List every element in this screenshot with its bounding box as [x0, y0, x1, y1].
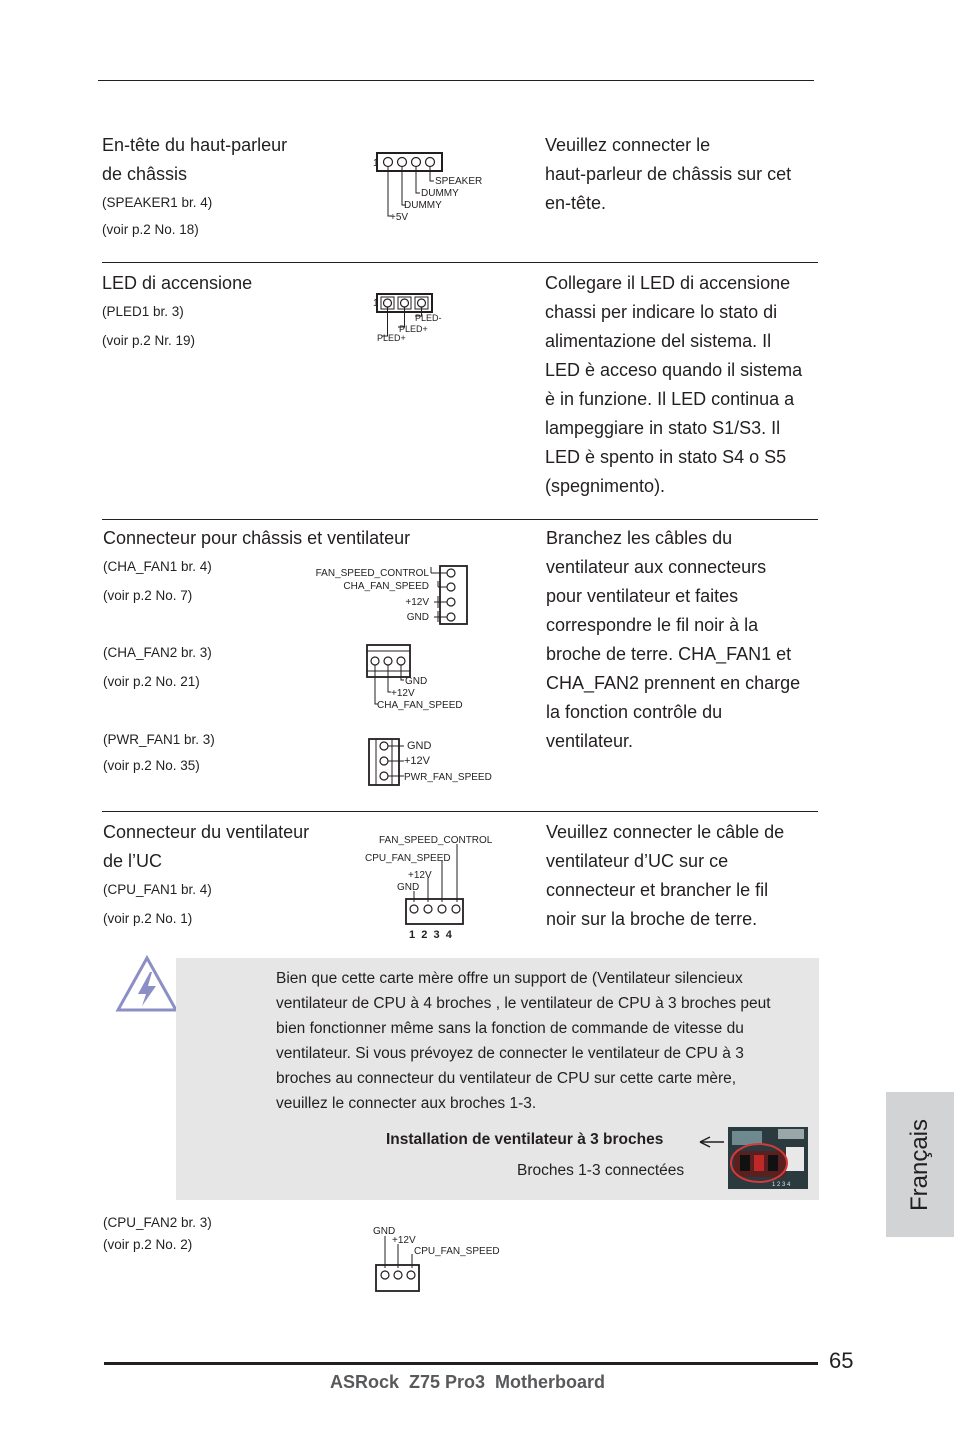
pin-label-gnd: GND [406, 612, 429, 623]
pwr-fan1-note-pins: (PWR_FAN1 br. 3) [103, 732, 215, 747]
pled-desc-line: alimentazione del sistema. Il [545, 331, 772, 351]
pin-label-pwr-fan-speed: PWR_FAN_SPEED [404, 772, 492, 783]
pin-label-cpu-fan-speed: CPU_FAN_SPEED [365, 853, 451, 864]
speaker-note-ref: (voir p.2 No. 18) [102, 222, 199, 237]
pled-title: LED di accensione [102, 273, 253, 293]
cpu-fan2-note-ref: (voir p.2 No. 2) [103, 1237, 193, 1252]
cpu-fan1-diagram [360, 830, 500, 942]
pled-note-ref: (voir p.2 Nr. 19) [102, 333, 196, 348]
pin-label-12v: +12V [391, 688, 415, 699]
pled-note-pins: (PLED1 br. 3) [102, 304, 184, 319]
speaker-header-diagram [370, 150, 490, 225]
pled-desc-line: Collegare il LED di accensione [545, 273, 791, 293]
cha-fan1-note-ref: (voir p.2 No. 7) [103, 588, 193, 603]
pin-label-gnd: GND [405, 676, 428, 687]
photo-pin-label: 1 2 3 4 [772, 1182, 791, 1188]
speaker-title-line1: En-tête du haut-parleur [102, 135, 288, 155]
page-number: 65 [829, 1348, 854, 1373]
arrow-left-icon [696, 1134, 726, 1150]
pin-label-12v: +12V [408, 870, 432, 881]
pin-label-pled-plus-2: PLED+ [377, 333, 406, 343]
pled-description [545, 269, 802, 501]
cha-fan1-diagram [300, 562, 475, 628]
section-divider [102, 519, 818, 520]
pin-label-12v: +12V [392, 1235, 416, 1246]
speaker-desc-line: Veuillez connecter le [545, 135, 711, 155]
cpu-fan1-note-pins: (CPU_FAN1 br. 4) [103, 882, 212, 897]
chassis-fan-description [546, 524, 800, 756]
pin-label-gnd: GND [373, 1226, 396, 1237]
cpu-fan1-note-ref: (voir p.2 No. 1) [103, 911, 193, 926]
chassis-fan-title: Connecteur pour châssis et ventilateur [103, 528, 411, 548]
cpu-fan-desc-line: Veuillez connecter le câble de [546, 822, 785, 842]
pled-desc-line: (spegnimento). [545, 476, 666, 496]
pin-label-gnd: GND [397, 882, 420, 893]
pwr-fan1-note-ref: (voir p.2 No. 35) [103, 758, 200, 773]
pin-numbers: 1 2 3 4 [409, 929, 452, 941]
pin-label-pled-minus: PLED- [415, 313, 442, 323]
pin-label-speaker: SPEAKER [435, 176, 483, 187]
pled-header-diagram [370, 290, 460, 350]
chassis-fan-desc-line: correspondre le fil noir à la [546, 615, 759, 635]
chassis-fan-desc-line: broche de terre. CHA_FAN1 et [546, 644, 792, 664]
pin-label-dummy-1: DUMMY [421, 188, 459, 199]
note-line: ventilateur de CPU à 4 broches , le ventilateur de CPU à 3 broches peut [276, 995, 771, 1012]
cpu-fan-title-line1: Connecteur du ventilateur [103, 822, 310, 842]
cha-fan2-note-ref: (voir p.2 No. 21) [103, 674, 200, 689]
footer-rule [104, 1362, 818, 1365]
cha-fan2-diagram [362, 642, 477, 712]
chassis-fan-desc-line: ventilateur. [546, 731, 634, 751]
chassis-fan-desc-line: CHA_FAN2 prennent en charge [546, 673, 801, 693]
pin-label-12v: +12V [404, 755, 430, 767]
cha-fan2-note-pins: (CHA_FAN2 br. 3) [103, 645, 212, 660]
pin-label-dummy-2: DUMMY [404, 200, 442, 211]
pin-label-fan-speed-control: FAN_SPEED_CONTROL [315, 568, 429, 579]
note-line: veuillez le connecter aux broches 1-3. [276, 1095, 537, 1112]
top-rule [98, 80, 814, 81]
language-tab-label: Français [906, 1118, 933, 1211]
cpu-fan2-diagram [368, 1220, 508, 1295]
footer-title: ASRock Z75 Pro3 Motherboard [330, 1372, 606, 1392]
install-title: Installation de ventilateur à 3 broches [386, 1131, 664, 1148]
pin-label-12v: +12V [405, 597, 429, 608]
speaker-note-pins: (SPEAKER1 br. 4) [102, 195, 213, 210]
chassis-fan-desc-line: pour ventilateur et faites [546, 586, 739, 606]
language-tab-label-wrap [886, 1092, 954, 1237]
chassis-fan-desc-line: Branchez les câbles du [546, 528, 733, 548]
pwr-fan1-diagram [366, 736, 506, 788]
pin-label-cha-fan-speed: CHA_FAN_SPEED [343, 581, 429, 592]
note-text [276, 966, 821, 1116]
note-line: ventilateur. Si vous prévoyez de connecter le ventilateur de CPU à 3 [276, 1045, 744, 1062]
pled-desc-line: è in funzione. Il LED continua a [545, 389, 795, 409]
cpu-fan-desc-line: connecteur et brancher le fil [546, 880, 769, 900]
chassis-fan-desc-line: ventilateur aux connecteurs [546, 557, 767, 577]
pled-desc-line: lampeggiare in stato S1/S3. Il [545, 418, 781, 438]
warning-icon [114, 954, 180, 1016]
cpu-fan-desc-line: ventilateur d’UC sur ce [546, 851, 729, 871]
cpu-fan-description [546, 818, 784, 934]
note-line: broches au connecteur du ventilateur de CPU sur cette carte mère, [276, 1070, 737, 1087]
chassis-fan-desc-line: la fonction contrôle du [546, 702, 723, 722]
pin-label-fan-speed-control: FAN_SPEED_CONTROL [379, 835, 493, 846]
pin-label-cpu-fan-speed: CPU_FAN_SPEED [414, 1246, 500, 1257]
note-line: bien fonctionner même sans la fonction de commande de vitesse du [276, 1020, 744, 1037]
pin-label-5v: +5V [390, 212, 409, 223]
pin-label-pled-plus-1: PLED+ [399, 324, 428, 334]
note-line: Bien que cette carte mère offre un support de (Ventilateur silencieux [276, 970, 743, 987]
section-divider [102, 811, 818, 812]
speaker-desc-line: en-tête. [545, 193, 607, 213]
language-tab [886, 1092, 954, 1237]
cpu-fan2-note-pins: (CPU_FAN2 br. 3) [103, 1215, 212, 1230]
fan-connector-photo [728, 1127, 808, 1189]
speaker-description [545, 131, 791, 218]
speaker-desc-line: haut-parleur de châssis sur cet [545, 164, 792, 184]
install-caption: Broches 1-3 connectées [517, 1162, 685, 1179]
section-divider [102, 262, 818, 263]
cpu-fan-desc-line: noir sur la broche de terre. [546, 909, 758, 929]
pin-label-gnd: GND [407, 740, 432, 752]
pled-desc-line: chassi per indicare lo stato di [545, 302, 778, 322]
cha-fan1-note-pins: (CHA_FAN1 br. 4) [103, 559, 212, 574]
pin-label-cha-fan-speed: CHA_FAN_SPEED [377, 700, 463, 711]
pled-desc-line: LED è spento in stato S4 o S5 [545, 447, 787, 467]
cpu-fan-title-line2: de l’UC [103, 851, 163, 871]
speaker-title-line2: de châssis [102, 164, 188, 184]
pin1-label: 1 [373, 298, 379, 309]
pled-desc-line: LED è acceso quando il sistema [545, 360, 803, 380]
pin1-label: 1 [373, 158, 379, 169]
